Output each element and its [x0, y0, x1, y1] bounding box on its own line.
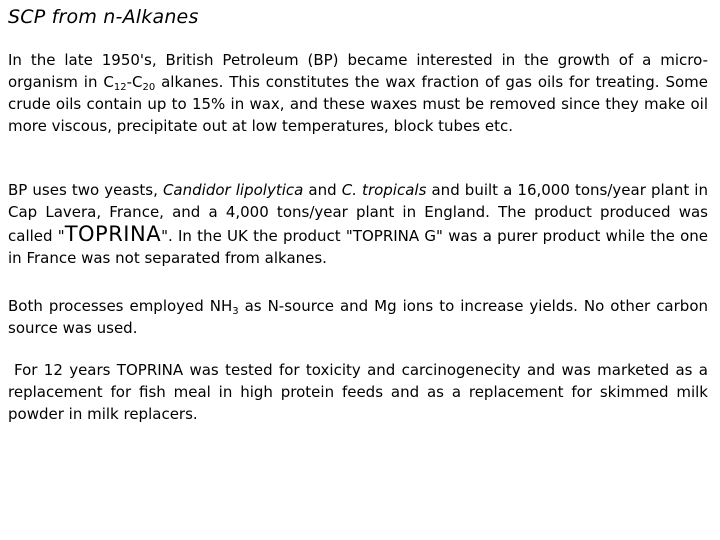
p2-text-a: BP uses two yeasts,	[8, 181, 163, 199]
p2-text-d: ". In the UK the product "TOPRINA G" was a purer product while the one in France was not separated from alkanes.	[8, 227, 708, 267]
product-name: TOPRINA	[64, 222, 162, 246]
yeast-name-2: C. tropicals	[341, 181, 427, 199]
paragraph-toprina-testing: For 12 years TOPRINA was tested for toxicity and carcinogenecity and was marketed as a replacement for fish meal in high protein feeds and as a replacement for skimmed milk powder in milk replacers.	[8, 361, 708, 423]
p1-subscript-20: 20	[142, 82, 156, 93]
slide-title: SCP from n-Alkanes	[8, 6, 199, 28]
p1-text-b: -C	[126, 73, 143, 91]
paragraph-bp-interest	[8, 49, 708, 137]
p1-subscript-12: 12	[113, 82, 127, 93]
yeast-name-1: Candidor lipolytica	[162, 181, 304, 199]
p3-text-a: Both processes employed NH	[8, 297, 233, 315]
p1-text-c: alkanes. This constitutes the wax fraction of gas oils for treating. Some crude oils contain up to 15% in wax, and these waxes must be removed since they make oil more viscous, precipitate out at low temperatures, block tubes etc.	[8, 73, 708, 135]
p1-text-a: In the late 1950's, British Petroleum (BP) became interested in the growth of a micro-organism in C	[8, 51, 708, 91]
p3-text-b: as N-source and Mg ions to increase yields. No other carbon source was used.	[8, 297, 708, 337]
p2-text-b: and	[303, 181, 342, 199]
paragraph-processes	[8, 295, 708, 339]
paragraph-yeasts	[8, 179, 708, 269]
p3-subscript-3: 3	[232, 306, 239, 317]
p2-text-c: and built a 16,000 tons/year plant in Cap Lavera, France, and a 4,000 tons/year plant in England. The product produced was called "	[8, 181, 708, 245]
